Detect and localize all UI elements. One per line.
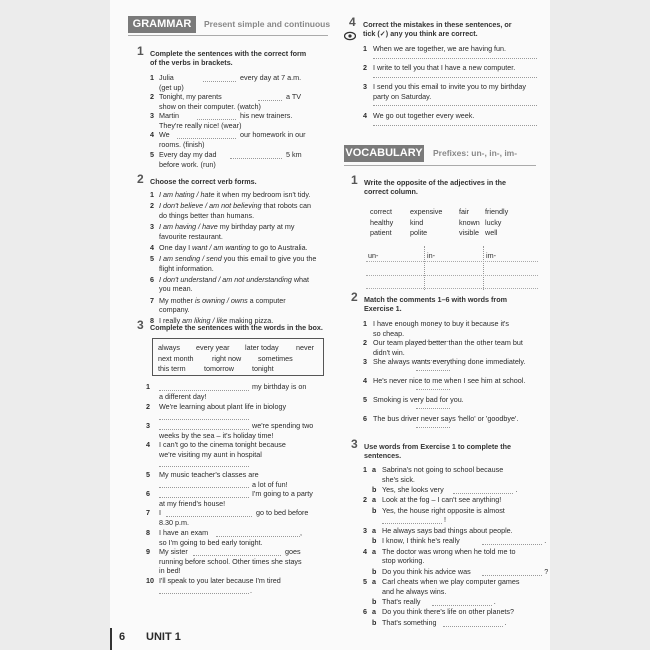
answer-blank[interactable] — [432, 605, 492, 606]
exercise-number: 3 — [351, 437, 358, 451]
item-text: When we are together, we are having fun. — [373, 44, 507, 53]
adjective-word: expensive — [410, 207, 443, 216]
item-text: Look at the fog – I can't see anything! — [382, 495, 502, 505]
item-text: flight information. — [159, 263, 214, 273]
answer-blank[interactable] — [373, 125, 537, 126]
exercise-instruction: sentences. — [364, 451, 402, 460]
vocabulary-title-text: Prefixes: un-, in-, im- — [433, 148, 518, 158]
item-number: 3 — [363, 82, 367, 91]
answer-blank[interactable] — [258, 100, 282, 101]
answer-blank[interactable] — [159, 466, 249, 467]
item-text: I have an exam — [159, 528, 209, 537]
item-text: our homework in our — [240, 130, 306, 139]
item-letter: b — [372, 485, 377, 494]
item-text: I'm going to a party — [252, 489, 313, 498]
item-number: 3 — [150, 111, 154, 120]
answer-blank[interactable] — [416, 389, 450, 390]
item-number: 6 — [363, 414, 367, 423]
item-text: favourite restaurant. — [159, 231, 223, 241]
item-letter: b — [372, 505, 377, 515]
exercise-instruction: correct column. — [364, 187, 418, 196]
item-number: 1 — [363, 319, 367, 328]
item-number: 2 — [363, 495, 367, 505]
item-number: 10 — [146, 576, 154, 585]
item-text: (get up) — [159, 82, 184, 92]
item-text: ? — [544, 566, 549, 576]
exercise-number: 2 — [351, 290, 358, 304]
item-number: 4 — [363, 376, 367, 385]
item-text: ! — [444, 515, 446, 525]
item-number: 1 — [363, 465, 367, 474]
item-letter: b — [372, 617, 377, 627]
item-number: 4 — [363, 546, 367, 556]
item-text: we're spending two — [252, 421, 314, 430]
exercise-instruction: Match the comments 1–6 with words from — [364, 295, 507, 304]
item-letter: a — [372, 607, 376, 617]
item-text: I — [159, 508, 161, 517]
item-number: 1 — [150, 190, 154, 199]
adjective-word: friendly — [485, 207, 509, 216]
item-text: his new trainers. — [240, 111, 293, 120]
item-number: 5 — [363, 577, 367, 586]
item-number: 5 — [150, 254, 154, 263]
item-text: didn't win. — [373, 347, 405, 357]
item-text: My sister — [159, 547, 188, 556]
item-number: 7 — [146, 508, 150, 517]
item-text: Julia — [159, 73, 174, 82]
adjective-word: patient — [370, 228, 392, 237]
item-text: My mother is owning / owns a computer — [159, 295, 286, 305]
answer-blank[interactable] — [373, 58, 537, 59]
exercise-instruction: Complete the sentences with the correct form — [150, 49, 307, 58]
item-text: We go out together every week. — [373, 111, 475, 120]
item-number: 4 — [363, 111, 367, 120]
item-text: Martin — [159, 111, 179, 120]
item-number: 5 — [150, 150, 154, 159]
item-number: 1 — [146, 382, 150, 391]
adjective-word: well — [485, 228, 498, 237]
exercise-instruction: tick (✓) any you think are correct. — [363, 29, 478, 38]
item-text: , — [300, 528, 302, 537]
box-word: tomorrow — [204, 364, 234, 373]
answer-blank[interactable] — [382, 523, 442, 524]
exercise-instruction: Exercise 1. — [364, 304, 402, 313]
box-word: next month — [158, 353, 194, 363]
box-word: always — [158, 343, 180, 352]
item-letter: a — [372, 495, 376, 505]
item-text: at my friend's house! — [159, 498, 226, 508]
column-line[interactable] — [366, 288, 538, 289]
exercise-number: 1 — [137, 44, 144, 58]
item-number: 4 — [150, 130, 154, 139]
item-text: show on their computer. (watch) — [159, 101, 261, 111]
exercise-instruction: Correct the mistakes in these sentences, or — [363, 20, 512, 29]
item-text: . — [544, 536, 547, 546]
answer-blank[interactable] — [159, 419, 249, 420]
answer-blank[interactable] — [230, 158, 282, 159]
answer-blank[interactable] — [416, 408, 450, 409]
item-number: 5 — [363, 395, 367, 404]
item-text: Do you think there's life on other planets? — [382, 607, 515, 617]
vocabulary-rule — [344, 165, 536, 166]
adjective-word: kind — [410, 217, 424, 227]
item-text: I am hating / hate it when my bedroom isn't tidy. — [159, 190, 311, 199]
item-text: I'll speak to you later because I'm tired — [159, 576, 281, 585]
page-number: 6 — [119, 631, 126, 643]
item-text: so cheap. — [373, 328, 405, 338]
item-text: I have enough money to buy it because it's — [373, 319, 510, 328]
item-text: That's something — [382, 617, 437, 627]
vocabulary-banner: VOCABULARY — [344, 145, 424, 162]
item-text: every day at 7 a.m. — [240, 73, 302, 82]
item-text: before work. (run) — [159, 159, 216, 169]
item-text: I don't understand / am not understanding what — [159, 274, 310, 284]
column-header: un- — [368, 251, 379, 260]
eye-icon — [344, 31, 356, 41]
item-text: I can't go to the cinema tonight because — [159, 440, 286, 449]
answer-blank[interactable] — [203, 81, 236, 82]
box-word: never — [296, 343, 314, 352]
item-number: 8 — [146, 528, 150, 537]
box-word: this term — [158, 364, 186, 373]
item-number: 7 — [150, 295, 154, 305]
item-text: I write to tell you that I have a new computer. — [373, 63, 516, 72]
unit-label: UNIT 1 — [146, 631, 181, 643]
item-text: weeks by the sea – it's holiday time! — [159, 430, 274, 440]
item-text: goes — [285, 547, 301, 556]
grammar-rule — [128, 35, 328, 36]
answer-blank[interactable] — [159, 593, 249, 594]
item-number: 2 — [150, 201, 154, 211]
item-text: my birthday is on — [252, 382, 307, 391]
column-divider — [424, 246, 425, 290]
item-text: a different day! — [159, 391, 207, 401]
adjective-word: lucky — [485, 217, 502, 227]
item-number: 1 — [150, 73, 154, 82]
box-word: right now — [212, 353, 242, 363]
item-number: 3 — [146, 421, 150, 430]
answer-blank[interactable] — [373, 77, 537, 78]
column-divider — [483, 246, 484, 290]
box-word: sometimes — [258, 353, 293, 363]
item-text: go to bed before — [256, 508, 309, 517]
exercise-instruction: of the verbs in brackets. — [150, 58, 233, 67]
item-text: . — [493, 597, 496, 606]
item-text: One day I want / am wanting to go to Australia. — [159, 242, 308, 252]
adjective-word: fair — [459, 207, 469, 216]
item-text: He always says bad things about people. — [382, 525, 513, 535]
item-text: Carl cheats when we play computer games — [382, 577, 520, 586]
item-text: running before school. Other times she stays — [159, 556, 302, 566]
item-number: 6 — [363, 607, 367, 617]
item-number: 5 — [146, 470, 150, 479]
exercise-number: 3 — [137, 318, 144, 332]
item-text: company. — [159, 305, 190, 315]
answer-blank[interactable] — [416, 370, 450, 371]
item-text: so I'm going to bed early tonight. — [159, 537, 263, 547]
item-number: 9 — [146, 547, 150, 556]
item-letter: a — [372, 577, 376, 586]
item-text: Smoking is very bad for you. — [373, 395, 464, 404]
item-text: I really am liking / like making pizza. — [159, 316, 274, 326]
item-text: a TV — [286, 92, 302, 101]
exercise-instruction: Write the opposite of the adjectives in the — [364, 178, 507, 187]
item-text: I send you this email to invite you to my birthday — [373, 82, 527, 91]
item-number: 6 — [146, 489, 150, 498]
item-text: Our team played better than the other team but — [373, 338, 523, 347]
column-header: in- — [427, 251, 435, 260]
item-text: That's really — [382, 597, 421, 606]
column-line[interactable] — [366, 261, 538, 262]
answer-blank[interactable] — [482, 544, 542, 545]
item-number: 6 — [150, 274, 154, 284]
item-text: party on Saturday. — [373, 91, 432, 101]
column-header: im- — [486, 251, 496, 260]
item-number: 4 — [146, 440, 150, 449]
item-number: 2 — [146, 402, 150, 411]
item-text: We — [159, 130, 170, 139]
item-text: stop working. — [382, 556, 425, 566]
item-text: Do you think his advice was — [382, 566, 471, 576]
item-number: 3 — [363, 525, 367, 535]
item-letter: b — [372, 536, 377, 546]
item-text: I don't believe / am not believing that robots can — [159, 201, 312, 211]
item-text: . — [504, 617, 507, 627]
item-text: you mean. — [159, 284, 193, 294]
item-text: I am having / have my birthday party at my — [159, 222, 295, 231]
item-number: 3 — [150, 222, 154, 231]
item-letter: b — [372, 566, 377, 576]
item-text: Sabrina's not going to school because — [382, 465, 504, 474]
exercise-instruction: Use words from Exercise 1 to complete the — [364, 442, 511, 451]
adjective-word: known — [459, 217, 480, 227]
footer-bar — [110, 628, 112, 650]
answer-blank[interactable] — [373, 105, 537, 106]
answer-blank[interactable] — [416, 427, 450, 428]
item-text: . — [515, 485, 518, 494]
item-text: I know, I think he's really — [382, 536, 460, 546]
item-text: I am sending / send you this email to give you the — [159, 254, 317, 263]
item-text: rooms. (finish) — [159, 139, 205, 149]
item-text: and he always wins. — [382, 586, 447, 596]
exercise-instruction: Choose the correct verb forms. — [150, 177, 257, 186]
item-text: Yes, she looks very — [382, 485, 444, 494]
item-number: 2 — [363, 338, 367, 347]
exercise-instruction: Complete the sentences with the words in the box. — [150, 323, 323, 332]
item-text: The doctor was wrong when he told me to — [382, 546, 516, 556]
box-word: tonight — [252, 364, 274, 373]
column-line[interactable] — [366, 275, 538, 276]
item-text: a lot of fun! — [252, 479, 288, 489]
item-number: 2 — [150, 92, 154, 101]
item-number: 8 — [150, 316, 154, 326]
item-text: He's never nice to me when I see him at school. — [373, 376, 526, 385]
adjective-word: healthy — [370, 217, 394, 227]
item-number: 2 — [363, 63, 367, 72]
item-number: 1 — [363, 44, 367, 53]
exercise-number: 2 — [137, 172, 144, 186]
answer-blank[interactable] — [453, 493, 513, 494]
item-letter: a — [372, 465, 376, 474]
vocabulary-title — [433, 149, 517, 159]
item-text: do things better than humans. — [159, 210, 255, 220]
exercise-number: 4 — [349, 15, 356, 29]
item-letter: a — [372, 546, 376, 556]
item-text: They're really nice! (wear) — [159, 120, 242, 130]
item-text: The bus driver never says 'hello' or 'goodbye'. — [373, 414, 519, 423]
item-number: 3 — [363, 357, 367, 366]
item-text: Yes, the house right opposite is almost — [382, 505, 505, 515]
item-text: 8.30 p.m. — [159, 517, 189, 527]
answer-blank[interactable] — [482, 575, 542, 576]
exercise-number: 1 — [351, 173, 358, 187]
box-word: later today — [245, 343, 279, 352]
grammar-banner: GRAMMAR — [128, 16, 196, 33]
adjective-word: polite — [410, 228, 428, 237]
item-text: she's sick. — [382, 474, 415, 484]
item-text: . — [250, 585, 252, 595]
grammar-title: Present simple and continuous — [204, 19, 331, 29]
adjective-word: correct — [370, 207, 392, 216]
box-word: every year — [196, 343, 230, 352]
item-letter: a — [372, 525, 376, 535]
item-text: We're learning about plant life in biology — [159, 402, 287, 411]
item-text: Every day my dad — [159, 150, 217, 159]
item-letter: b — [372, 597, 377, 606]
answer-blank[interactable] — [159, 487, 249, 488]
item-text: 5 km — [286, 150, 302, 159]
adjective-word: visible — [459, 228, 479, 237]
item-text: in bed! — [159, 566, 181, 576]
answer-blank[interactable] — [443, 626, 503, 627]
item-text: we're visiting my aunt in hospital — [159, 449, 262, 459]
item-text: She always wants everything done immediately. — [373, 357, 526, 366]
item-number: 4 — [150, 242, 154, 252]
item-text: My music teacher's classes are — [159, 470, 259, 479]
item-text: Tonight, my parents — [159, 92, 222, 101]
